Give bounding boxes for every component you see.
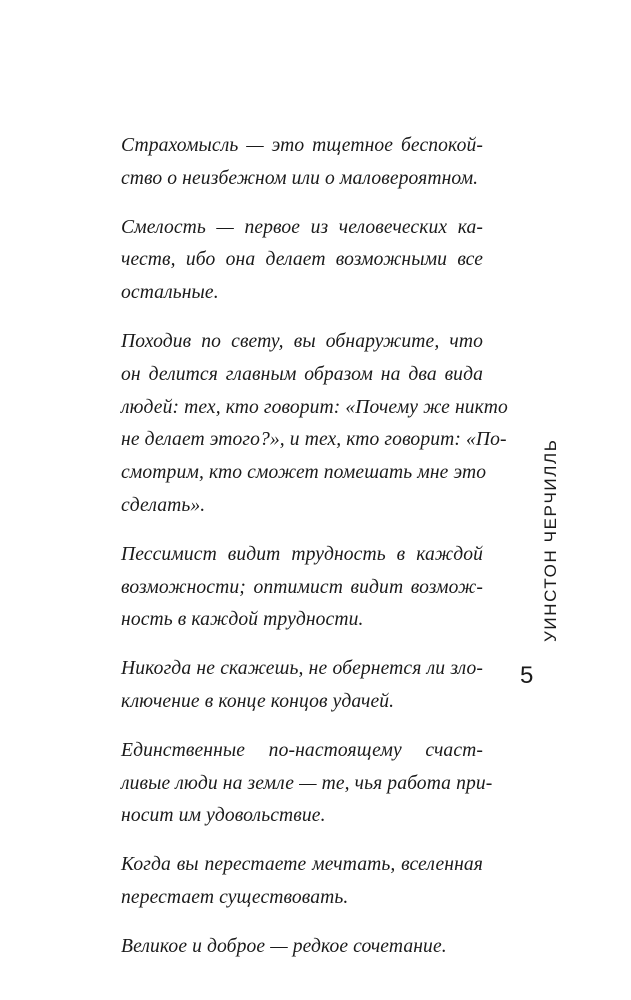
running-head-author: УИНСТОН ЧЕРЧИЛЛЬ (541, 438, 560, 642)
quote-line: носит им удовольствие. (121, 805, 326, 827)
quote-line: перестает существовать. (121, 886, 349, 908)
quote-line: возможности; оптимист видит возмож- (121, 576, 483, 598)
quote-line: честв, ибо она делает возможными все (121, 249, 483, 271)
quote-line: не делает этого?», и тех, кто говорит: «По- (121, 429, 507, 451)
quote-line: Единственные по-настоящему счаст- (121, 739, 483, 761)
quote-line: он делится главным образом на два вида (121, 363, 483, 385)
quote-paragraph-5 (121, 653, 483, 719)
quote-line: Страхомысль — это тщетное беспокой- (121, 135, 483, 156)
quote-paragraph-4 (121, 539, 483, 637)
quote-paragraph-7 (121, 849, 483, 915)
quote-line: Смелость — первое из человеческих ка- (121, 216, 483, 238)
quote-line: ливые люди на земле — те, чья работа при- (121, 772, 493, 794)
quote-line: Великое и доброе — редкое сочетание. (121, 935, 447, 957)
quote-line: сделать». (121, 494, 206, 516)
quote-paragraph-3 (121, 326, 508, 523)
quote-line: Когда вы перестаете мечтать, вселенная (121, 854, 483, 876)
quote-paragraph-8 (121, 931, 483, 964)
quote-line: ключение в конце концов удачей. (121, 690, 395, 712)
quote-line: смотрим, кто сможет помешать мне это (121, 462, 487, 484)
quotes-text-block (121, 130, 508, 980)
quote-line: Походив по свету, вы обнаружите, что (121, 330, 483, 352)
quote-line: ство о неизбежном или о маловероятном. (121, 167, 479, 189)
quote-line: Пессимист видит трудность в каждой (121, 543, 483, 565)
quote-line: Никогда не скажешь, не обернется ли зло- (121, 658, 483, 680)
quote-line: людей: тех, кто говорит: «Почему же никто (121, 396, 508, 418)
page-number: 5 (520, 662, 534, 689)
quote-paragraph-6 (121, 735, 493, 833)
quote-paragraph-2 (121, 212, 483, 310)
quote-paragraph-1 (121, 130, 483, 196)
quote-line: ность в каждой трудности. (121, 609, 364, 631)
quote-line: остальные. (121, 282, 219, 304)
